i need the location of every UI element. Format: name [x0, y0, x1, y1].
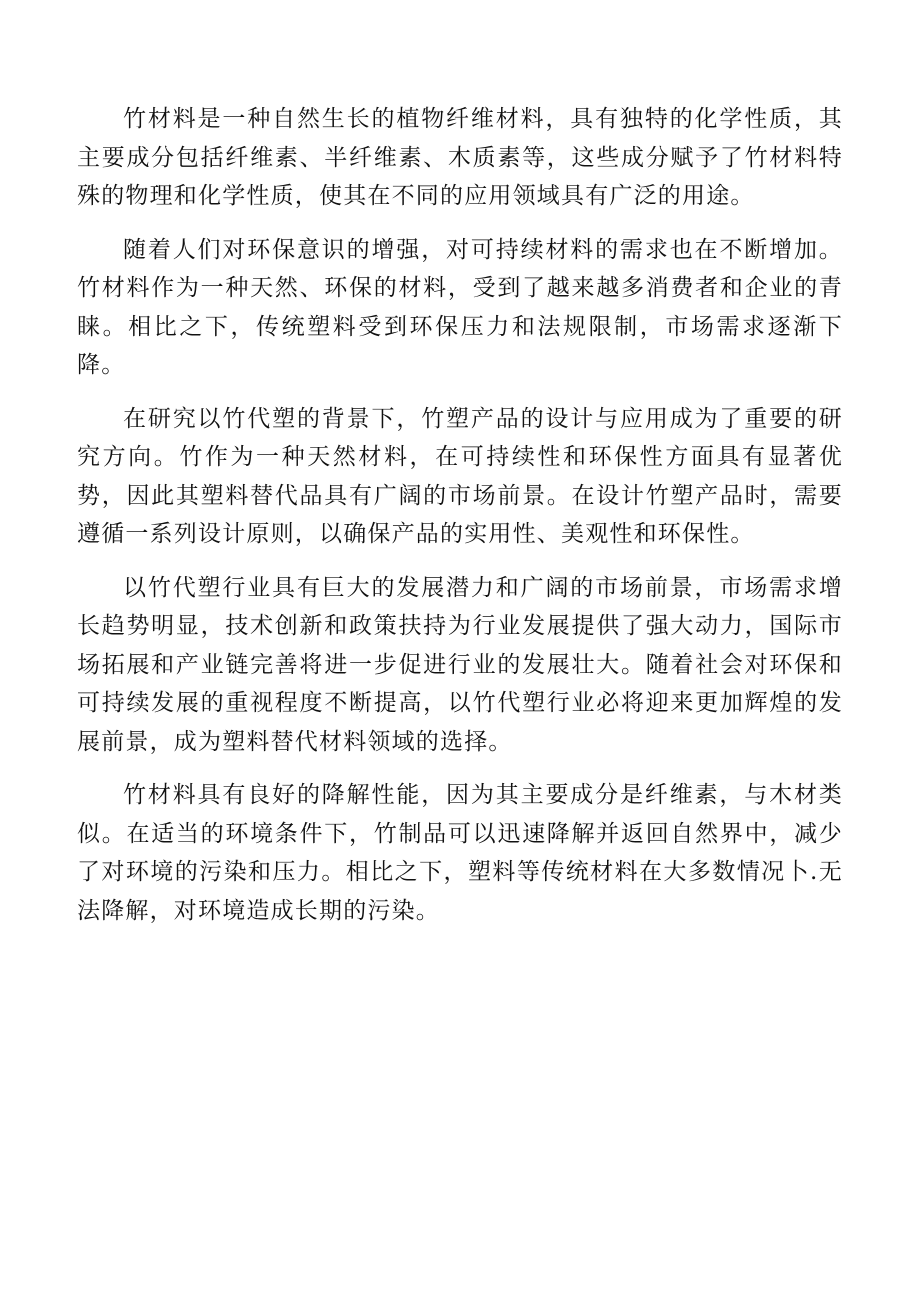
paragraph-5: 竹材料具有良好的降解性能，因为其主要成分是纤维素，与木材类似。在适当的环境条件下，竹制品可以迅速降解并返回自然界中，减少了对环境的污染和压力。相比之下，塑料等传统材料在大多数情况卜.无法降解，对环境造成长期的污染。 — [77, 782, 843, 924]
paragraph-4: 以竹代塑行业具有巨大的发展潜力和广阔的市场前景，市场需求增长趋势明显，技术创新和政策扶持为行业发展提供了强大动力，国际市场拓展和产业链完善将进一步促进行业的发展壮大。随着社会对环保和可持续发展的重视程度不断提高，以竹代塑行业必将迎来更加辉煌的发展前景，成为塑料替代材料领域的选择。 — [77, 574, 843, 755]
paragraph-2: 随着人们对环保意识的增强，对可持续材料的需求也在不断增加。竹材料作为一种天然、环保的材料，受到了越来越多消费者和企业的青睐。相比之下，传统塑料受到环保压力和法规限制，市场需求逐渐下降。 — [77, 236, 843, 378]
paragraph-3: 在研究以竹代塑的背景下，竹塑产品的设计与应用成为了重要的研究方向。竹作为一种天然材料，在可持续性和环保性方面具有显著优势，因此其塑料替代品具有广阔的市场前景。在设计竹塑产品时，需要遵循一系列设计原则，以确保产品的实用性、美观性和环保性。 — [77, 405, 843, 547]
document-body — [77, 100, 843, 945]
paragraph-1: 竹材料是一种自然生长的植物纤维材料，具有独特的化学性质，其主要成分包括纤维素、半纤维素、木质素等，这些成分赋予了竹材料特殊的物理和化学性质，使其在不同的应用领域具有广泛的用途。 — [77, 106, 843, 209]
